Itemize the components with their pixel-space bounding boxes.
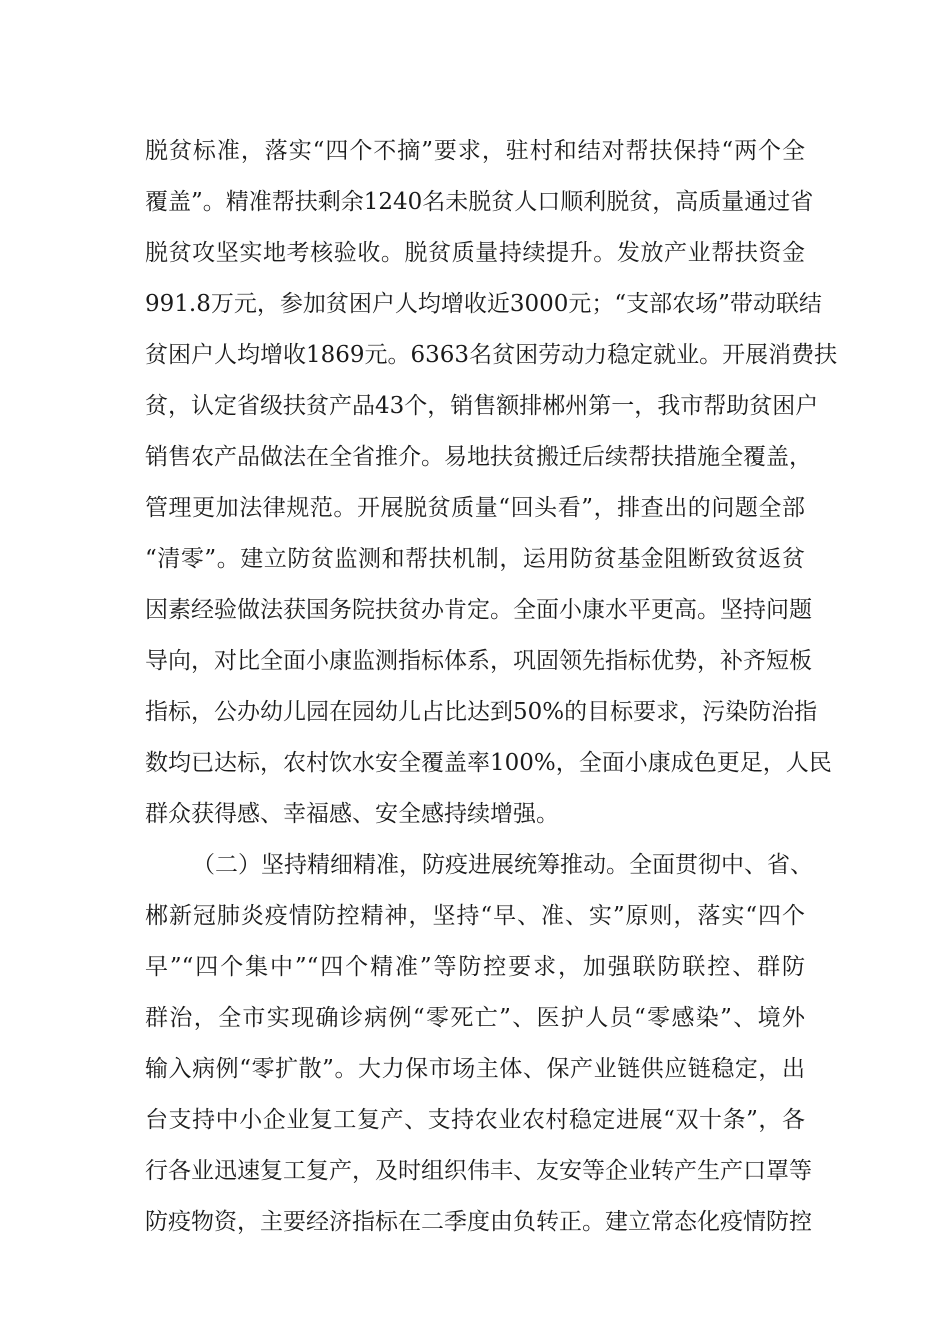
paragraph-1-line-6: 贫，认定省级扶贫产品43个，销售额排郴州第一，我市帮助贫困户 (145, 393, 819, 419)
paragraph-2-line-3: 早”“四个集中”“四个精准”等防控要求，加强联防联控、群防 (145, 954, 805, 980)
paragraph-2-line-2: 郴新冠肺炎疫情防控精神，坚持“早、准、实”原则，落实“四个 (145, 903, 805, 929)
paragraph-2-line-8: 防疫物资，主要经济指标在二季度由负转正。建立常态化疫情防控 (145, 1209, 812, 1235)
paragraph-1-line-5: 贫困户人均增收1869元。6363名贫困劳动力稳定就业。开展消费扶 (145, 342, 838, 368)
paragraph-2-line-5: 输入病例“零扩散”。大力保市场主体、保产业链供应链稳定，出 (145, 1056, 805, 1082)
paragraph-1-line-13: 数均已达标，农村饮水安全覆盖率100%，全面小康成色更足，人民 (145, 750, 832, 776)
paragraph-1-line-1: 脱贫标准，落实“四个不摘”要求，驻村和结对帮扶保持“两个全 (145, 138, 805, 164)
paragraph-1-line-7: 销售农产品做法在全省推介。易地扶贫搬迁后续帮扶措施全覆盖， (145, 444, 812, 470)
paragraph-1-line-12: 指标，公办幼儿园在园幼儿占比达到50%的目标要求，污染防治指 (145, 699, 818, 725)
paragraph-1-line-10: 因素经验做法获国务院扶贫办肯定。全面小康水平更高。坚持问题 (145, 597, 812, 623)
paragraph-2-line-4: 群治，全市实现确诊病例“零死亡”、医护人员“零感染”、境外 (145, 1005, 805, 1031)
paragraph-1-line-3: 脱贫攻坚实地考核验收。脱贫质量持续提升。发放产业帮扶资金 (145, 240, 805, 266)
paragraph-1-line-8: 管理更加法律规范。开展脱贫质量“回头看”，排查出的问题全部 (145, 495, 805, 521)
paragraph-1-line-11: 导向，对比全面小康监测指标体系，巩固领先指标优势，补齐短板 (145, 648, 812, 674)
paragraph-1-line-4: 991.8万元，参加贫困户人均增收近3000元；“支部农场”带动联结 (145, 291, 822, 317)
paragraph-1-line-2: 覆盖”。精准帮扶剩余1240名未脱贫人口顺利脱贫，高质量通过省 (145, 189, 814, 215)
paragraph-1-line-14: 群众获得感、幸福感、安全感持续增强。 (145, 801, 559, 827)
paragraph-2-line-1: （二）坚持精细精准，防疫进展统筹推动。全面贯彻中、省、 (192, 852, 813, 878)
paragraph-2-line-6: 台支持中小企业复工复产、支持农业农村稳定进展“双十条”，各 (145, 1107, 805, 1133)
paragraph-2-line-7: 行各业迅速复工复产，及时组织伟丰、友安等企业转产生产口罩等 (145, 1158, 812, 1184)
paragraph-1-line-9: “清零”。建立防贫监测和帮扶机制，运用防贫基金阻断致贫返贫 (145, 546, 805, 572)
